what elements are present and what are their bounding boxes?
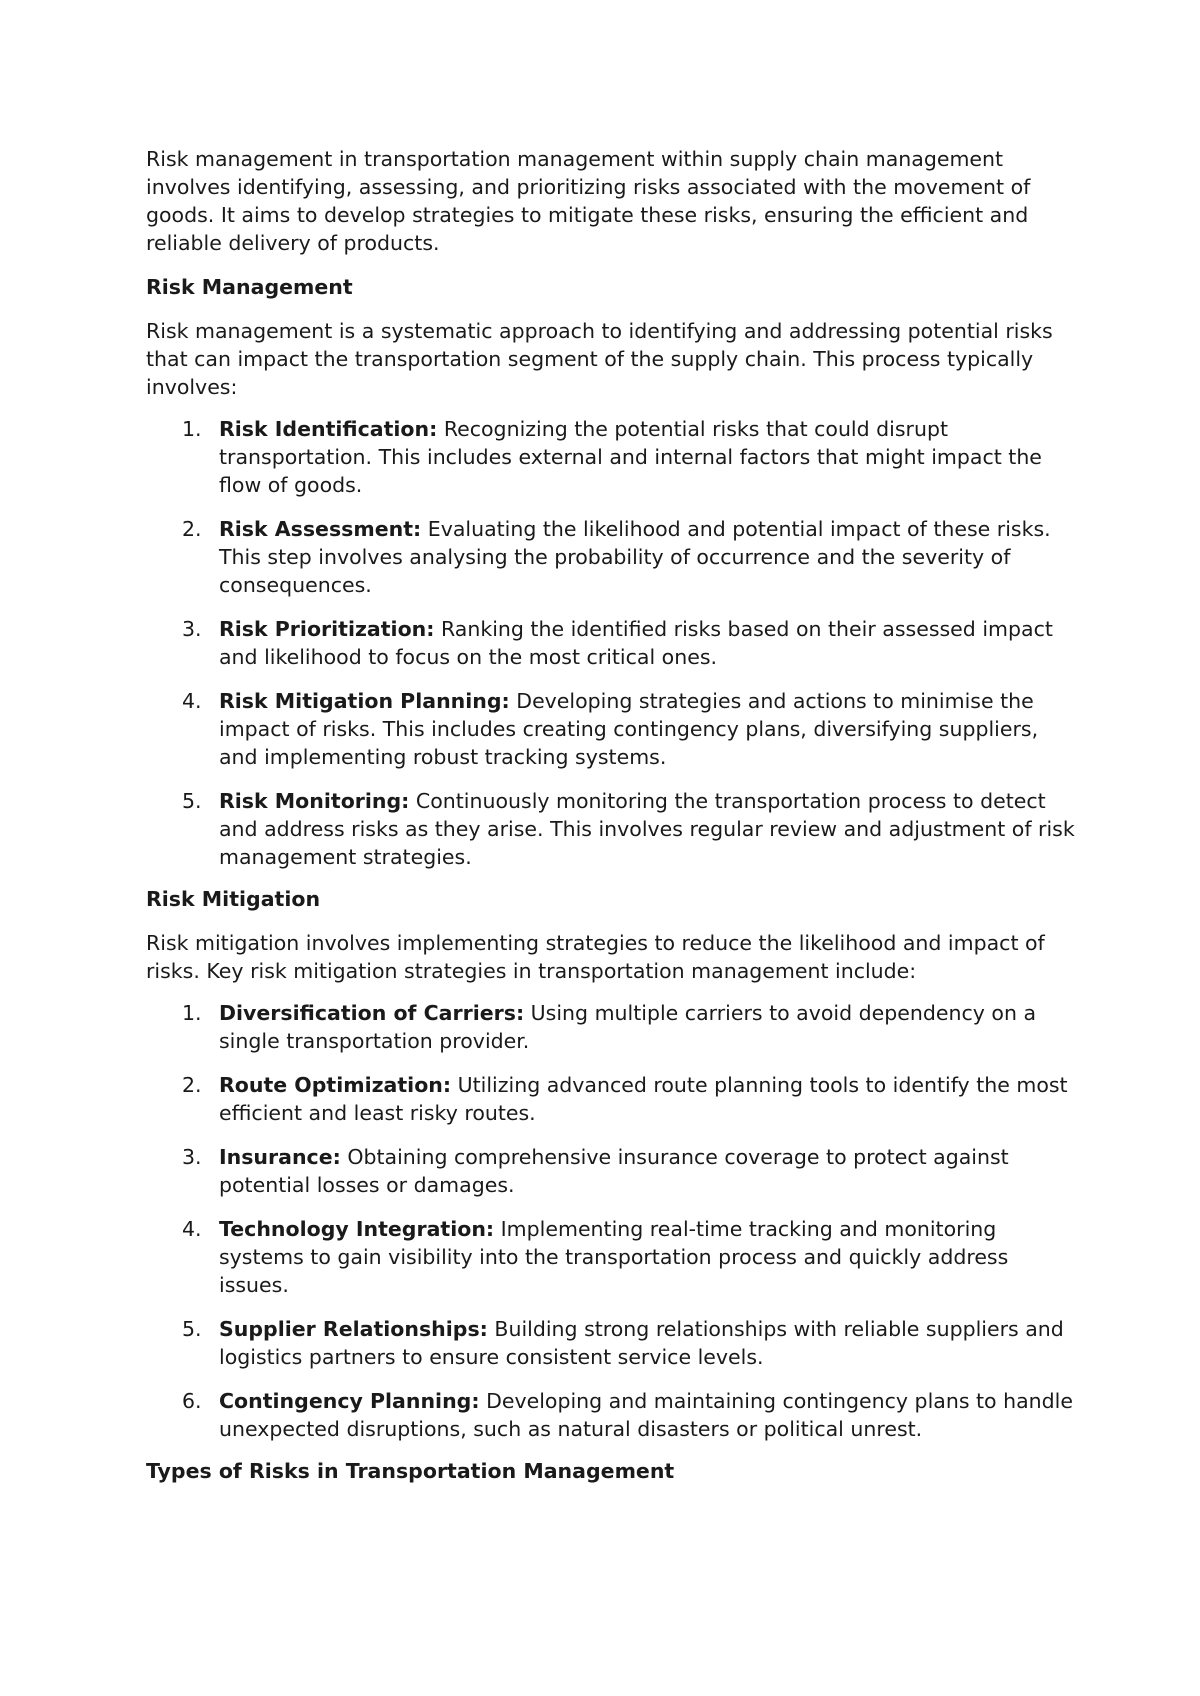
list-number: 5. <box>182 789 202 813</box>
list-number: 3. <box>182 617 202 641</box>
risk-management-paragraph: Risk management is a systematic approach to identifying and addressing potential risks that can impact the transportation segment of the supply chain. This process typically involves: <box>146 319 1053 399</box>
list-text: Implementing real-time tracking and monitoring systems to gain visibility into the transportation process and quickly address issues. <box>219 1217 1009 1297</box>
list-term: Insurance: <box>219 1145 341 1169</box>
risk-management-steps-list <box>146 415 1076 871</box>
list-text: Developing and maintaining contingency plans to handle unexpected disruptions, such as natural disasters or political unrest. <box>219 1389 1073 1441</box>
list-text: Continuously monitoring the transportation process to detect and address risks as they arise. This involves regular review and adjustment of risk management strategies. <box>219 789 1075 869</box>
list-text: Obtaining comprehensive insurance coverage to protect against potential losses or damages. <box>219 1145 1009 1197</box>
list-number: 2. <box>182 517 202 541</box>
list-term: Risk Mitigation Planning: <box>219 689 510 713</box>
list-item <box>146 515 1076 599</box>
section-heading-risk-mitigation: Risk Mitigation <box>146 887 321 911</box>
list-text: Using multiple carriers to avoid dependency on a single transportation provider. <box>219 1001 1037 1053</box>
list-item <box>146 687 1076 771</box>
list-number: 4. <box>182 1217 202 1241</box>
list-text: Building strong relationships with reliable suppliers and logistics partners to ensure consistent service levels. <box>219 1317 1064 1369</box>
list-text: Evaluating the likelihood and potential impact of these risks. This step involves analysing the probability of occurrence and the severity of consequences. <box>219 517 1051 597</box>
list-text: Ranking the identified risks based on their assessed impact and likelihood to focus on the most critical ones. <box>219 617 1053 669</box>
list-item <box>146 999 1076 1055</box>
list-item <box>146 1215 1076 1299</box>
list-term: Risk Identification: <box>219 417 438 441</box>
list-term: Risk Prioritization: <box>219 617 435 641</box>
section-heading-risk-management: Risk Management <box>146 275 353 299</box>
list-number: 1. <box>182 417 202 441</box>
list-item <box>146 415 1076 499</box>
list-number: 1. <box>182 1001 202 1025</box>
list-item <box>146 615 1076 671</box>
list-number: 4. <box>182 689 202 713</box>
list-term: Technology Integration: <box>219 1217 495 1241</box>
section-heading-types-of-risks: Types of Risks in Transportation Management <box>146 1459 675 1483</box>
intro-paragraph: Risk management in transportation management within supply chain management involves identifying, assessing, and prioritizing risks associated with the movement of goods. It aims to develop strategies to mitigate these risks, ensuring the efficient and reliable delivery of products. <box>146 147 1031 255</box>
list-text: Recognizing the potential risks that could disrupt transportation. This includes external and internal factors that might impact the flow of goods. <box>219 417 1042 497</box>
list-item <box>146 1387 1076 1443</box>
list-number: 5. <box>182 1317 202 1341</box>
document-page <box>146 145 1076 1501</box>
list-term: Risk Monitoring: <box>219 789 410 813</box>
list-text: Developing strategies and actions to minimise the impact of risks. This includes creating contingency plans, diversifying suppliers, and implementing robust tracking systems. <box>219 689 1039 769</box>
list-term: Diversification of Carriers: <box>219 1001 525 1025</box>
list-number: 2. <box>182 1073 202 1097</box>
list-term: Supplier Relationships: <box>219 1317 488 1341</box>
list-number: 6. <box>182 1389 202 1413</box>
risk-mitigation-strategies-list <box>146 999 1076 1443</box>
list-item <box>146 1071 1076 1127</box>
list-text: Utilizing advanced route planning tools to identify the most efficient and least risky routes. <box>219 1073 1068 1125</box>
list-term: Contingency Planning: <box>219 1389 480 1413</box>
risk-mitigation-paragraph: Risk mitigation involves implementing strategies to reduce the likelihood and impact of risks. Key risk mitigation strategies in transportation management include: <box>146 931 1045 983</box>
list-item <box>146 787 1076 871</box>
list-item <box>146 1143 1076 1199</box>
list-term: Route Optimization: <box>219 1073 452 1097</box>
list-term: Risk Assessment: <box>219 517 422 541</box>
list-number: 3. <box>182 1145 202 1169</box>
list-item <box>146 1315 1076 1371</box>
